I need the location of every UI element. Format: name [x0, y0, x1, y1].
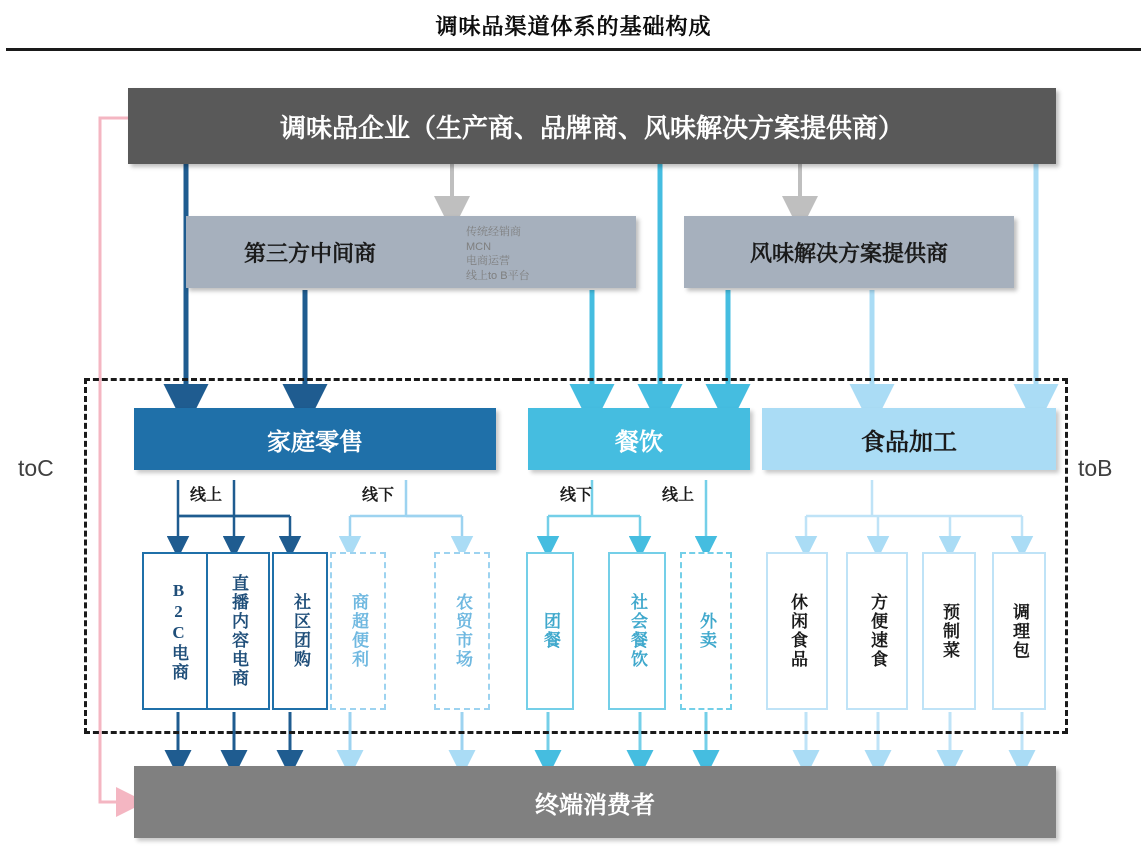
third-party-item-0: 传统经销商: [466, 226, 521, 238]
enterprise-box[interactable]: 调味品企业（生产商、品牌商、风味解决方案提供商）: [128, 88, 1056, 164]
third-party-box[interactable]: 第三方中间商: [186, 216, 636, 288]
leaf-retail-3[interactable]: 商超便利: [330, 552, 386, 710]
leaf-retail-2[interactable]: 社区团购: [272, 552, 328, 710]
leaf-foodproc-1[interactable]: 方便速食: [846, 552, 908, 710]
label-retail-online: 线上: [190, 487, 223, 504]
region-tob-label: toB: [1078, 455, 1113, 481]
leaf-retail-0[interactable]: B2C电商: [142, 552, 214, 710]
channel-catering[interactable]: 餐饮: [528, 408, 750, 470]
channel-retail[interactable]: 家庭零售: [134, 408, 496, 470]
end-consumer-box[interactable]: 终端消费者: [134, 766, 1056, 838]
third-party-item-2: 电商运营: [466, 255, 510, 267]
flavor-provider-box[interactable]: 风味解决方案提供商: [684, 216, 1014, 288]
leaf-retail-4[interactable]: 农贸市场: [434, 552, 490, 710]
label-retail-offline: 线下: [362, 487, 395, 504]
leaf-catering-2[interactable]: 外卖: [680, 552, 732, 710]
third-party-item-3: 线上to B平台: [466, 269, 530, 282]
third-party-item-1: MCN: [466, 240, 492, 253]
leaf-retail-1[interactable]: 直播内容电商: [206, 552, 270, 710]
channel-food-processing[interactable]: 食品加工: [762, 408, 1056, 470]
leaf-foodproc-3[interactable]: 调理包: [992, 552, 1046, 710]
label-catering-offline: 线下: [560, 487, 593, 504]
leaf-catering-1[interactable]: 社会餐饮: [608, 552, 666, 710]
leaf-foodproc-0[interactable]: 休闲食品: [766, 552, 828, 710]
leaf-catering-0[interactable]: 团餐: [526, 552, 574, 710]
leaf-foodproc-2[interactable]: 预制菜: [922, 552, 976, 710]
page-title: 调味品渠道体系的基础构成: [435, 14, 712, 39]
label-catering-online: 线上: [662, 487, 695, 504]
third-party-items: [466, 222, 636, 286]
region-toc-label: toC: [18, 455, 54, 481]
